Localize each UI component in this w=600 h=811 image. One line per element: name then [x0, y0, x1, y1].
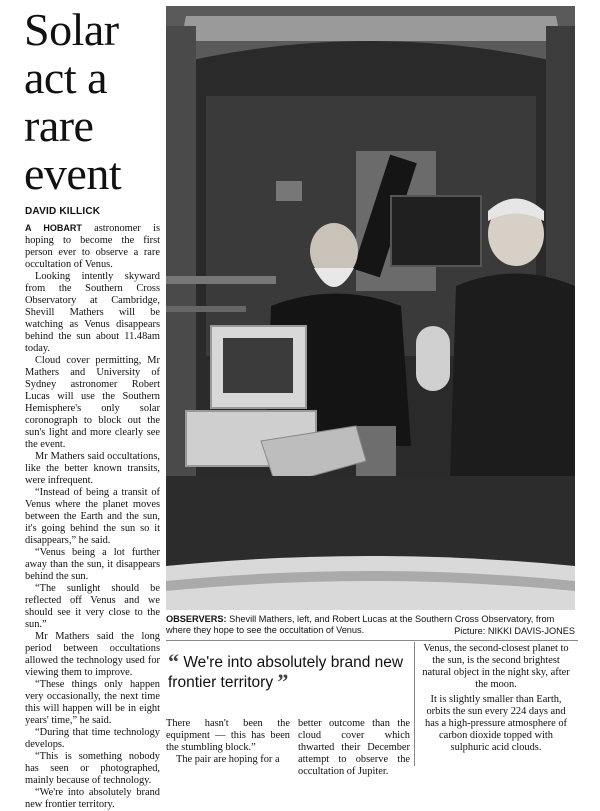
article-paragraph: Mr Mathers said occultations, like the better known transits, were infrequent. [25, 451, 160, 486]
article-body-column [25, 222, 160, 811]
open-quote-mark: “ [168, 649, 179, 674]
article-paragraph: “Venus being a lot further away than the sun, it disappears behind the sun. [25, 547, 160, 582]
article-paragraph: It is slightly smaller than Earth, orbits the sun every 224 days and has a high-pressure atmosphere of carbon dioxide topped with sulphuric acid clouds. [425, 694, 567, 753]
byline: DAVID KILLICK [25, 206, 101, 217]
article-paragraph: Mr Mathers said the long period between occultations allowed the technology used for viewing them to improve. [25, 631, 160, 678]
article-paragraph [25, 222, 160, 271]
photo-illustration [166, 6, 575, 610]
observatory-photo [166, 6, 575, 610]
article-paragraph: better outcome than the cloud cover which thwarted their December attempt to observe the occultation of Jupiter. [298, 718, 410, 777]
pull-quote [168, 649, 408, 694]
paragraph-text: astronomer is hoping to become the first person ever to observe a rare occultation of Venus. [25, 223, 160, 270]
headline [24, 6, 164, 198]
article-paragraph: Cloud cover permitting, Mr Mathers and University of Sydney astronomer Robert Lucas will use the Southern Hemisphere's only solar coronograph to block out the sun's light and more clearly see the event. [25, 355, 160, 450]
pull-quote-text: We're into absolutely brand new frontier territory [168, 654, 404, 691]
article-paragraph: Looking intently skyward from the Southern Cross Observatory at Cambridge, Shevill Mathers will be watching as Venus disappears behind the sun about 11.48am today. [25, 271, 160, 354]
headline-line-4: event [24, 148, 122, 199]
lead-word: A HOBART [25, 223, 82, 233]
caption-label: OBSERVERS: [166, 614, 227, 624]
caption-text: Shevill Mathers, left, and Robert Lucas at the Southern Cross Observatory, from where they hope to see the occultation of Venus. [166, 614, 555, 635]
headline-line-2: act a [24, 52, 108, 103]
divider [166, 640, 578, 641]
photo-credit: Picture: NIKKI DAVIS-JONES [454, 626, 575, 636]
article-paragraph: “During that time technology develops. [25, 727, 160, 750]
close-quote-mark: ” [277, 669, 289, 694]
headline-line-1: Solar [24, 4, 119, 55]
article-paragraph: “This is something nobody has seen or photographed, mainly because of technology. [25, 751, 160, 786]
article-paragraph: “These things only happen very occasionally, the next time this will happen will be in eight years' time,” he said. [25, 679, 160, 726]
column-divider [414, 642, 415, 766]
article-paragraph: “We're into absolutely brand new frontier territory. [25, 787, 160, 810]
article-paragraph: The pair are hoping for a [176, 754, 280, 765]
article-paragraph: “The sunlight should be reflected off Venus and we should see it very close to the sun.” [25, 583, 160, 630]
article-paragraph: “Instead of being a transit of Venus where the planet moves between the Earth and the sun, it's going behind the sun so it disappears,” he said. [25, 487, 160, 546]
article-body-column [420, 643, 572, 757]
article-paragraph: Venus, the second-closest planet to the sun, is the second brightest natural object in the night sky, after the moon. [422, 643, 570, 690]
headline-line-3: rare [24, 100, 94, 151]
article-paragraph: There hasn't been the equipment — this has been the stumbling block.” [166, 718, 290, 753]
article-body-column [298, 718, 410, 778]
article-body-column [166, 718, 290, 766]
